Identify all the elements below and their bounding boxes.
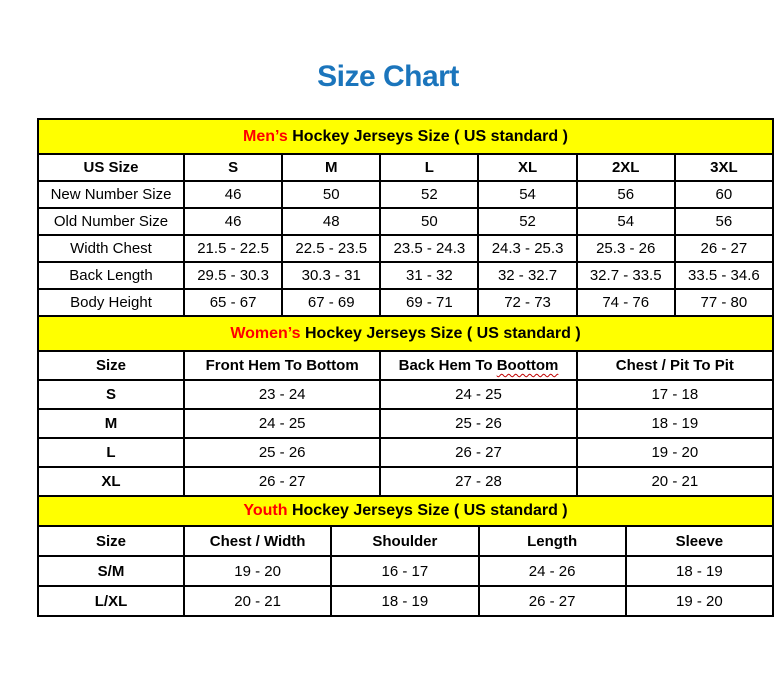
column-header: Chest / Width — [184, 526, 331, 556]
youth-banner-highlight: Youth — [243, 502, 288, 519]
cell: 26 - 27 — [675, 235, 773, 262]
column-header: Front Hem To Bottom — [184, 351, 380, 380]
column-header: Shoulder — [331, 526, 478, 556]
youth-size-table — [37, 495, 774, 617]
cell: 74 - 76 — [577, 289, 675, 316]
cell: 24 - 25 — [380, 380, 576, 409]
cell: 56 — [577, 181, 675, 208]
cell: 46 — [184, 181, 282, 208]
cell: 22.5 - 23.5 — [282, 235, 380, 262]
cell: 20 - 21 — [577, 467, 773, 496]
cell: 69 - 71 — [380, 289, 478, 316]
cell: 65 - 67 — [184, 289, 282, 316]
table-row — [38, 438, 773, 467]
womens-size-table — [37, 315, 774, 497]
table-row — [38, 380, 773, 409]
column-header — [380, 351, 576, 380]
cell: 77 - 80 — [675, 289, 773, 316]
cell: 50 — [282, 181, 380, 208]
row-label: S/M — [38, 556, 184, 586]
mens-section-banner — [38, 119, 773, 154]
cell: 52 — [478, 208, 576, 235]
cell: 54 — [577, 208, 675, 235]
cell: 26 - 27 — [479, 586, 626, 616]
column-header: Length — [479, 526, 626, 556]
cell: 56 — [675, 208, 773, 235]
misspelled-word: Boottom — [496, 357, 559, 374]
cell: 19 - 20 — [577, 438, 773, 467]
cell: 48 — [282, 208, 380, 235]
cell: 26 - 27 — [380, 438, 576, 467]
cell: 18 - 19 — [577, 409, 773, 438]
cell: 24 - 26 — [479, 556, 626, 586]
cell: 17 - 18 — [577, 380, 773, 409]
table-row — [38, 181, 773, 208]
cell: 27 - 28 — [380, 467, 576, 496]
row-label: Old Number Size — [38, 208, 184, 235]
cell: 19 - 20 — [184, 556, 331, 586]
cell: 31 - 32 — [380, 262, 478, 289]
size-chart-container — [37, 118, 774, 617]
youth-banner-text: Hockey Jerseys Size ( US standard ) — [291, 502, 568, 519]
cell: 46 — [184, 208, 282, 235]
cell: 25 - 26 — [380, 409, 576, 438]
cell: 20 - 21 — [184, 586, 331, 616]
cell: 25 - 26 — [184, 438, 380, 467]
cell: 26 - 27 — [184, 467, 380, 496]
row-label: Body Height — [38, 289, 184, 316]
mens-header-row — [38, 154, 773, 181]
cell: 50 — [380, 208, 478, 235]
cell: 30.3 - 31 — [282, 262, 380, 289]
table-row — [38, 262, 773, 289]
womens-banner-row — [38, 316, 773, 351]
mens-banner-text: Hockey Jerseys Size ( US standard ) — [292, 127, 568, 145]
column-header: L — [380, 154, 478, 181]
youth-header-row — [38, 526, 773, 556]
cell: 29.5 - 30.3 — [184, 262, 282, 289]
cell: 54 — [478, 181, 576, 208]
womens-banner-text: Hockey Jerseys Size ( US standard ) — [305, 324, 581, 342]
row-label: M — [38, 409, 184, 438]
table-row — [38, 586, 773, 616]
cell: 23 - 24 — [184, 380, 380, 409]
womens-banner-highlight: Women’s — [230, 324, 301, 342]
cell: 23.5 - 24.3 — [380, 235, 478, 262]
column-header: M — [282, 154, 380, 181]
column-header-text: Back Hem To — [398, 357, 493, 374]
cell: 21.5 - 22.5 — [184, 235, 282, 262]
cell: 52 — [380, 181, 478, 208]
cell: 24.3 - 25.3 — [478, 235, 576, 262]
mens-size-table — [37, 118, 774, 317]
mens-banner-row — [38, 119, 773, 154]
youth-banner-row — [38, 496, 773, 526]
row-label: L/XL — [38, 586, 184, 616]
row-label: Back Length — [38, 262, 184, 289]
column-header: XL — [478, 154, 576, 181]
womens-header-row — [38, 351, 773, 380]
table-row — [38, 235, 773, 262]
cell: 67 - 69 — [282, 289, 380, 316]
cell: 32 - 32.7 — [478, 262, 576, 289]
youth-section-banner — [38, 496, 773, 526]
column-header: Size — [38, 526, 184, 556]
table-row — [38, 208, 773, 235]
cell: 25.3 - 26 — [577, 235, 675, 262]
row-label: XL — [38, 467, 184, 496]
mens-banner-highlight: Men’s — [243, 127, 288, 145]
cell: 32.7 - 33.5 — [577, 262, 675, 289]
cell: 18 - 19 — [331, 586, 478, 616]
column-header: 3XL — [675, 154, 773, 181]
table-row — [38, 467, 773, 496]
womens-section-banner — [38, 316, 773, 351]
cell: 60 — [675, 181, 773, 208]
cell: 16 - 17 — [331, 556, 478, 586]
column-header: Sleeve — [626, 526, 773, 556]
row-label: Width Chest — [38, 235, 184, 262]
row-label: L — [38, 438, 184, 467]
row-label: New Number Size — [38, 181, 184, 208]
cell: 72 - 73 — [478, 289, 576, 316]
cell: 33.5 - 34.6 — [675, 262, 773, 289]
cell: 24 - 25 — [184, 409, 380, 438]
table-row — [38, 556, 773, 586]
column-header: US Size — [38, 154, 184, 181]
cell: 18 - 19 — [626, 556, 773, 586]
column-header: 2XL — [577, 154, 675, 181]
cell: 19 - 20 — [626, 586, 773, 616]
column-header: Chest / Pit To Pit — [577, 351, 773, 380]
table-row — [38, 409, 773, 438]
row-label: S — [38, 380, 184, 409]
page-title: Size Chart — [317, 60, 459, 93]
column-header: Size — [38, 351, 184, 380]
column-header: S — [184, 154, 282, 181]
table-row — [38, 289, 773, 316]
